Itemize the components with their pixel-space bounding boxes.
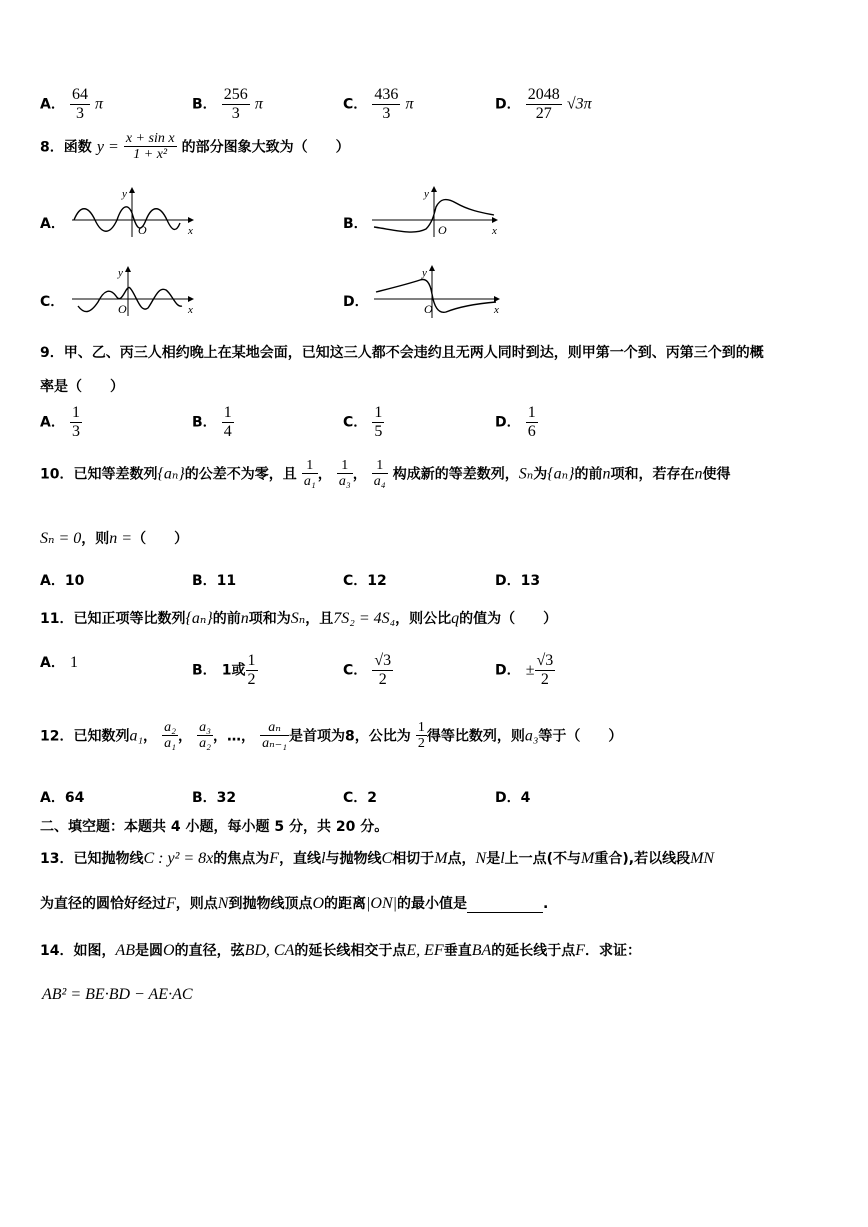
svg-text:y: y (424, 188, 429, 200)
svg-text:y: y (422, 267, 427, 279)
q9-option-b[interactable]: B． $\frac{1}{4}$ (192, 404, 232, 440)
svg-text:x: x (494, 304, 499, 316)
q8-option-a-label[interactable]: A． (40, 216, 65, 232)
q8-option-b-label[interactable]: B． (343, 216, 368, 232)
svg-text:O: O (438, 223, 447, 237)
q12-option-b[interactable]: B．32 (192, 790, 237, 806)
q9-line1: 9．甲、乙、丙三人相约晚上在某地会面，已知这三人都不会违约且无两人同时到达，则甲第一个到、丙第三个到的概 (40, 345, 764, 361)
q8-option-d-label[interactable]: D． (343, 294, 369, 310)
q8-graph-c[interactable] (70, 264, 200, 319)
section-heading: 二、填空题：本题共 4 小题，每小题 5 分，共 20 分。 (40, 819, 389, 835)
svg-text:x: x (188, 304, 193, 316)
q8-graph-b[interactable] (370, 185, 505, 240)
q14-equation: AB² = BE·BD − AE·AC (42, 986, 193, 1003)
svg-text:y: y (118, 267, 123, 279)
q11-option-c[interactable]: C． $\frac{√3}{2}$ (343, 652, 392, 688)
q7-option-b[interactable]: B． $\frac{256}{3}$ π (192, 86, 263, 122)
q12-option-c[interactable]: C．2 (343, 790, 378, 806)
q11-stem: 11．已知正项等比数列{aₙ}的前n项和为Sₙ，且7S₂ = 4S₄，则公比q的值为（ ） (40, 610, 558, 627)
q9-line2: 率是（ ） (40, 379, 124, 395)
q11-option-a[interactable]: A． 1 (40, 654, 78, 671)
q14-stem: 14．如图，AB是圆O的直径，弦BD, CA的延长线相交于点E, EF垂直BA的延长线于点F．求证： (40, 942, 642, 959)
svg-text:y: y (122, 188, 127, 200)
q8-graph-d[interactable] (372, 264, 507, 319)
q13-stem-line1: 13．已知抛物线C : y² = 8x的焦点为F，直线l与抛物线C相切于M点，N是l上一点(不与M重合),若以线段MN (40, 850, 715, 867)
q10-stem-line2: Sₙ = 0，则n =（ ） (40, 530, 189, 547)
q7-option-a[interactable]: A． $\frac{64}{3}$ π (40, 86, 104, 122)
svg-text:O: O (138, 223, 147, 237)
q7-option-c[interactable]: C． $\frac{436}{3}$ π (343, 86, 414, 122)
q12-option-d[interactable]: D．4 (495, 790, 531, 806)
q8-graph-a[interactable] (70, 185, 200, 240)
q10-option-c[interactable]: C．12 (343, 573, 387, 589)
svg-text:x: x (492, 225, 497, 237)
svg-text:O: O (424, 302, 433, 316)
svg-text:x: x (188, 225, 193, 237)
q11-option-b[interactable]: B． 1或 $\frac{1}{2}$ (192, 652, 256, 688)
option-label: A． (40, 96, 65, 113)
q12-option-a[interactable]: A．64 (40, 790, 85, 806)
q10-stem-line1: 10．已知等差数列{aₙ}的公差不为零，且 $\frac{1}{\text{a₁}}$ ， $\frac{1}{\text{a₃}}$ ， $\frac{1}{\text{a₄}}$ 构成新的等差数列，Sₙ为{aₙ}的前n项和，若存在n使得 (40, 458, 731, 490)
q11-option-d[interactable]: D． ± $\frac{√3}{2}$ (495, 652, 554, 688)
q13-stem-line2: 为直径的圆恰好经过F，则点N到抛物线顶点O的距离|ON|的最小值是 . (40, 895, 549, 912)
q8-stem: 8．函数 y = $\frac{\text{x + sin x}}{\text{1 + x²}}$ 的部分图象大致为（ ） (40, 131, 350, 163)
q7-option-d[interactable]: D． $\frac{2048}{27}$ √3π (495, 86, 592, 122)
q12-stem: 12．已知数列a₁， $\frac{\text{a₂}}{\text{a₁}}$ ， $\frac{\text{a₃}}{\text{a₂}}$ ，…， $\frac{\text{aₙ}}{\text{aₙ₋₁}}$ 是首项为8，公比为 $\frac{1}{2}$ 得等比数列，则a₃等于（ ） (40, 720, 623, 752)
answer-blank[interactable] (467, 898, 543, 913)
q9-option-d[interactable]: D． $\frac{1}{6}$ (495, 404, 536, 440)
q10-option-a[interactable]: A．10 (40, 573, 85, 589)
svg-text:O: O (118, 302, 127, 316)
q8-option-c-label[interactable]: C． (40, 294, 65, 310)
q10-option-d[interactable]: D．13 (495, 573, 541, 589)
q9-option-a[interactable]: A． $\frac{1}{3}$ (40, 404, 80, 440)
q10-option-b[interactable]: B．11 (192, 573, 237, 589)
q9-option-c[interactable]: C． $\frac{1}{5}$ (343, 404, 383, 440)
